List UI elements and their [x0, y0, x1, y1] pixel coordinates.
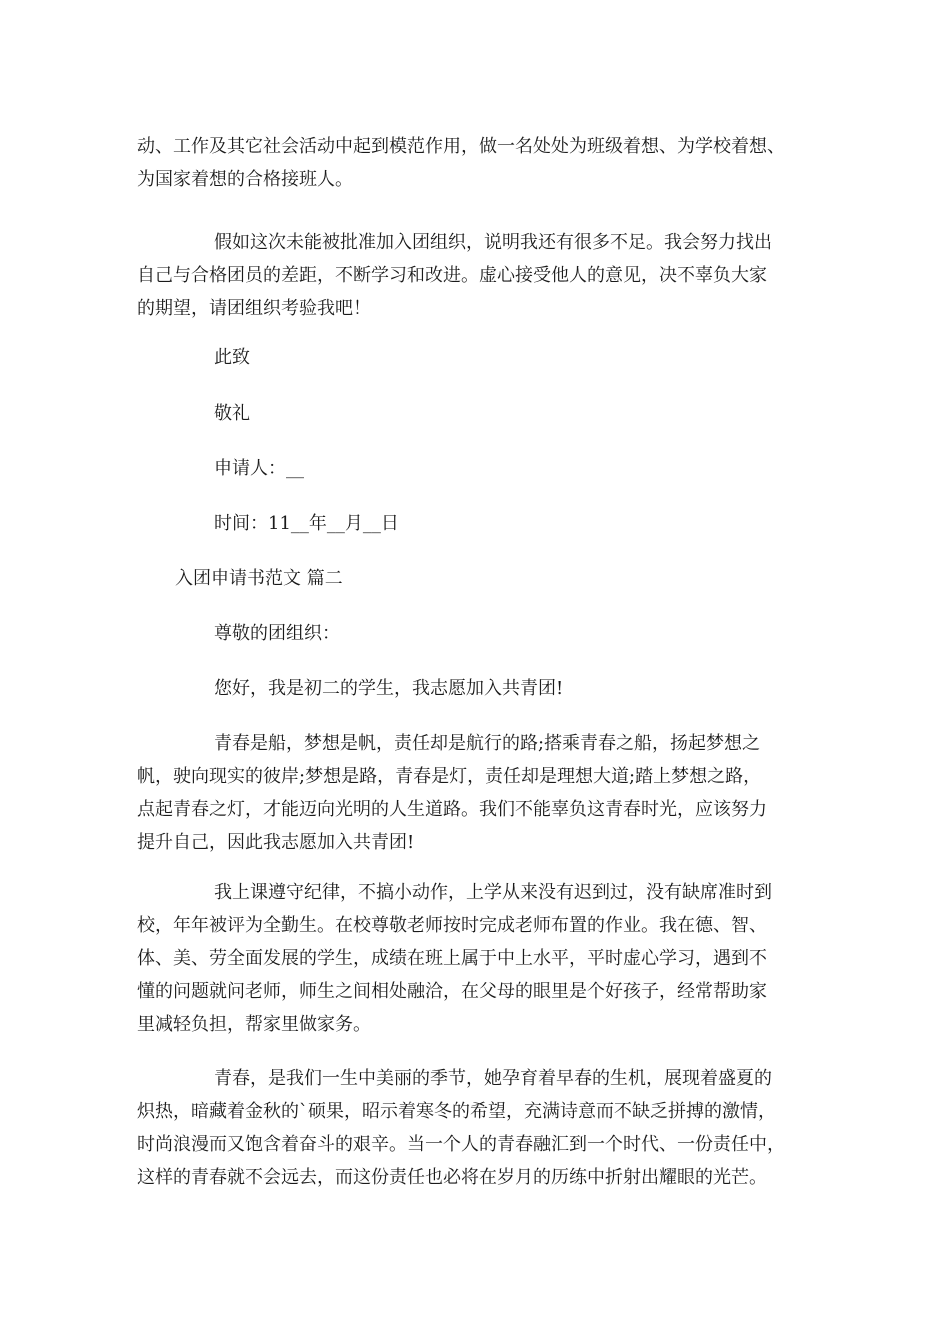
text-line: 此致 — [214, 347, 250, 368]
text-line: 校，年年被评为全勤生。在校尊敬老师按时完成老师布置的作业。我在德、智、 — [137, 915, 767, 936]
text-line: 为国家着想的合格接班人。 — [137, 169, 353, 190]
paragraph-youth-ship — [137, 727, 827, 859]
text-line: 这样的青春就不会远去，而这份责任也必将在岁月的历练中折射出耀眼的光芒。 — [137, 1167, 767, 1188]
salutation-cizhi — [137, 341, 827, 374]
text-line: 帆，驶向现实的彼岸;梦想是路，青春是灯，责任却是理想大道;踏上梦想之路， — [137, 766, 762, 787]
paragraph-school-conduct — [137, 876, 827, 1041]
section-heading — [137, 562, 827, 595]
text-line: 点起青春之灯，才能迈向光明的人生道路。我们不能辜负这青春时光，应该努力 — [137, 799, 767, 820]
text-line: 青春是船，梦想是帆，责任却是航行的路;搭乘青春之船，扬起梦想之 — [214, 733, 761, 754]
text-line: 炽热，暗藏着金秋的`硕果，昭示着寒冬的希望，充满诗意而不缺乏拼搏的激情， — [137, 1101, 776, 1122]
text-line: 提升自己，因此我志愿加入共青团! — [137, 832, 415, 853]
text-line: 青春，是我们一生中美丽的季节，她孕育着早春的生机，展现着盛夏的 — [214, 1068, 772, 1089]
text-line: 时尚浪漫而又饱含着奋斗的艰辛。当一个人的青春融汇到一个时代、一份责任中， — [137, 1134, 785, 1155]
text-line: 敬礼 — [214, 403, 250, 424]
text-line: 入团申请书范文 篇二 — [175, 568, 343, 589]
text-line: 里减轻负担，帮家里做家务。 — [137, 1014, 371, 1035]
paragraph-closing-commitment — [137, 130, 827, 196]
text-line: 时间：11__年__月__日 — [214, 513, 399, 534]
text-line: 的期望，请团组织考验我吧！ — [137, 298, 371, 319]
text-line: 我上课遵守纪律，不搞小动作，上学从来没有迟到过，没有缺席准时到 — [214, 882, 772, 903]
text-line: 懂的问题就问老师，师生之间相处融洽，在父母的眼里是个好孩子，经常帮助家 — [137, 981, 767, 1002]
paragraph-if-not-approved — [137, 226, 827, 325]
text-line: 体、美、劳全面发展的学生，成绩在班上属于中上水平，平时虚心学习，遇到不 — [137, 948, 767, 969]
salutation-jingli — [137, 397, 827, 430]
date-line — [137, 507, 827, 540]
greeting-intro — [137, 672, 827, 705]
applicant-line — [137, 452, 827, 485]
text-line: 假如这次未能被批准加入团组织，说明我还有很多不足。我会努力找出 — [214, 232, 772, 253]
text-line: 自己与合格团员的差距，不断学习和改进。虚心接受他人的意见，决不辜负大家 — [137, 265, 767, 286]
greeting-recipient — [137, 617, 827, 650]
text-line: 您好，我是初二的学生，我志愿加入共青团! — [214, 678, 564, 699]
paragraph-youth-season — [137, 1062, 827, 1194]
text-line: 申请人：__ — [214, 458, 304, 479]
text-line: 动、工作及其它社会活动中起到模范作用，做一名处处为班级着想、为学校着想、 — [137, 136, 785, 157]
text-line: 尊敬的团组织： — [214, 623, 340, 644]
